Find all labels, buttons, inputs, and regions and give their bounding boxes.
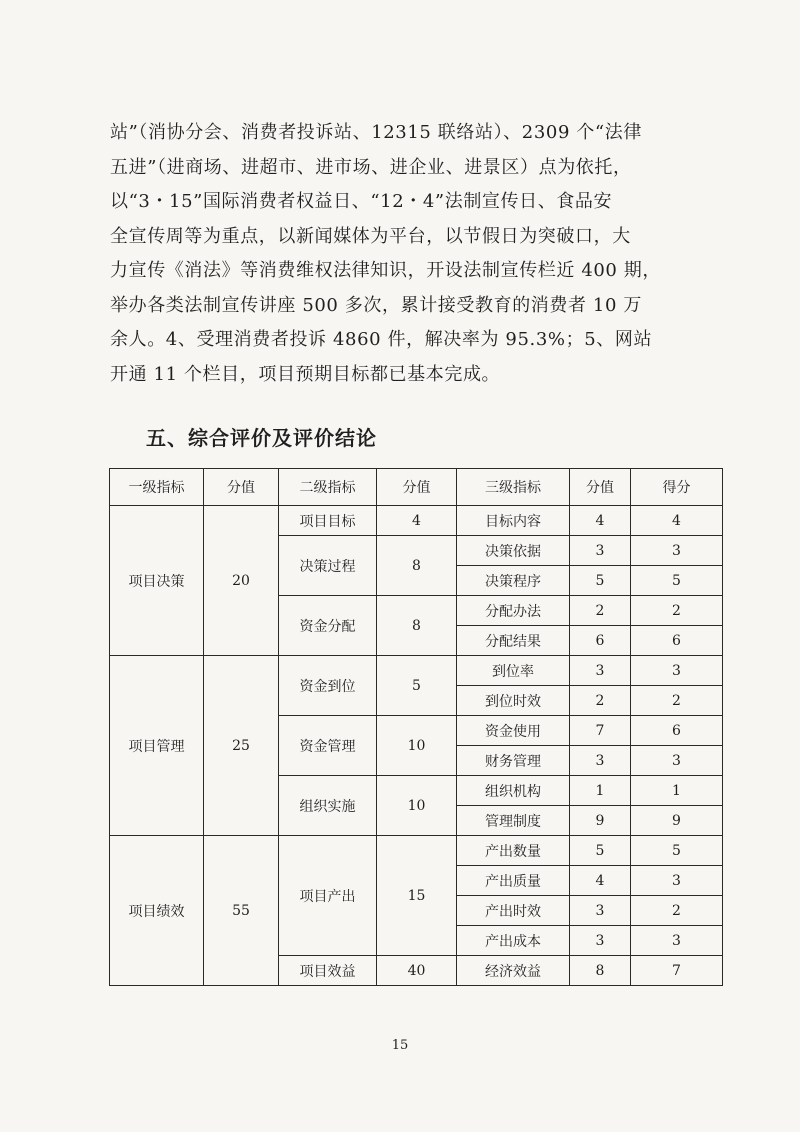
header-level2: 二级指标	[279, 469, 377, 506]
level1-score: 25	[204, 656, 279, 836]
table-header-row	[110, 469, 723, 506]
got-score: 2	[631, 596, 723, 626]
evaluation-table	[109, 468, 723, 986]
level3-name: 决策依据	[457, 536, 570, 566]
level3-score: 6	[570, 626, 631, 656]
level3-score: 9	[570, 806, 631, 836]
level2-name: 项目目标	[279, 506, 377, 536]
paragraph-line: 站”（消协分会、消费者投诉站、12315 联络站）、2309 个“法律	[110, 122, 642, 143]
level3-score: 3	[570, 656, 631, 686]
level2-score: 8	[377, 536, 457, 596]
level3-score: 3	[570, 926, 631, 956]
level3-name: 到位时效	[457, 686, 570, 716]
level2-name: 组织实施	[279, 776, 377, 836]
table-row	[110, 506, 723, 536]
table-row	[110, 836, 723, 866]
got-score: 1	[631, 776, 723, 806]
level3-score: 8	[570, 956, 631, 986]
body-paragraph	[110, 116, 710, 392]
level2-name: 项目效益	[279, 956, 377, 986]
level3-score: 2	[570, 686, 631, 716]
level3-score: 4	[570, 506, 631, 536]
got-score: 3	[631, 866, 723, 896]
level3-name: 财务管理	[457, 746, 570, 776]
level3-name: 决策程序	[457, 566, 570, 596]
paragraph-line: 五进”（进商场、进超市、进市场、进企业、进景区）点为依托，	[110, 156, 632, 178]
level3-name: 组织机构	[457, 776, 570, 806]
header-level1-score: 分值	[204, 469, 279, 506]
header-level2-score: 分值	[377, 469, 457, 506]
level3-name: 管理制度	[457, 806, 570, 836]
got-score: 2	[631, 896, 723, 926]
level3-score: 3	[570, 536, 631, 566]
header-level1: 一级指标	[110, 469, 204, 506]
level3-score: 1	[570, 776, 631, 806]
got-score: 5	[631, 566, 723, 596]
paragraph-line: 举办各类法制宣传讲座 500 多次，累计接受教育的消费者 10 万	[110, 294, 642, 316]
level3-name: 产出数量	[457, 836, 570, 866]
got-score: 2	[631, 686, 723, 716]
level2-score: 15	[377, 836, 457, 956]
level3-score: 3	[570, 746, 631, 776]
level3-name: 经济效益	[457, 956, 570, 986]
level1-score: 55	[204, 836, 279, 986]
level1-name: 项目绩效	[110, 836, 204, 986]
header-level3-score: 分值	[570, 469, 631, 506]
paragraph-line: 力宣传《消法》等消费维权法律知识，开设法制宣传栏近 400 期，	[110, 260, 661, 281]
level1-score: 20	[204, 506, 279, 656]
section-heading: 五、综合评价及评价结论	[146, 426, 377, 450]
paragraph-line: 以“3・15”国际消费者权益日、“12・4”法制宣传日、食品安	[110, 191, 613, 212]
level2-score: 5	[377, 656, 457, 716]
level2-score: 4	[377, 506, 457, 536]
level2-score: 10	[377, 776, 457, 836]
paragraph-line: 余人。4、受理消费者投诉 4860 件，解决率为 95.3%；5、网站	[110, 329, 653, 350]
level2-name: 资金管理	[279, 716, 377, 776]
got-score: 3	[631, 926, 723, 956]
level2-score: 40	[377, 956, 457, 986]
level2-name: 资金到位	[279, 656, 377, 716]
table-row	[110, 656, 723, 686]
page-number: 15	[391, 1038, 409, 1053]
got-score: 6	[631, 626, 723, 656]
header-level3: 三级指标	[457, 469, 570, 506]
level2-name: 资金分配	[279, 596, 377, 656]
got-score: 3	[631, 536, 723, 566]
level3-name: 目标内容	[457, 506, 570, 536]
level3-score: 3	[570, 896, 631, 926]
level3-score: 7	[570, 716, 631, 746]
level2-score: 10	[377, 716, 457, 776]
paragraph-line: 开通 11 个栏目，项目预期目标都已基本完成。	[110, 363, 501, 385]
level2-name: 项目产出	[279, 836, 377, 956]
level3-name: 分配结果	[457, 626, 570, 656]
level3-name: 产出时效	[457, 896, 570, 926]
level1-name: 项目决策	[110, 506, 204, 656]
level3-name: 分配办法	[457, 596, 570, 626]
level3-name: 产出质量	[457, 866, 570, 896]
got-score: 9	[631, 806, 723, 836]
got-score: 3	[631, 656, 723, 686]
level2-score: 8	[377, 596, 457, 656]
level3-name: 到位率	[457, 656, 570, 686]
got-score: 5	[631, 836, 723, 866]
level3-score: 4	[570, 866, 631, 896]
paragraph-line: 全宣传周等为重点，以新闻媒体为平台，以节假日为突破口，大	[110, 225, 631, 247]
header-got-score: 得分	[631, 469, 723, 506]
got-score: 6	[631, 716, 723, 746]
level3-score: 2	[570, 596, 631, 626]
level3-score: 5	[570, 836, 631, 866]
level3-name: 资金使用	[457, 716, 570, 746]
level3-score: 5	[570, 566, 631, 596]
level3-name: 产出成本	[457, 926, 570, 956]
got-score: 3	[631, 746, 723, 776]
got-score: 7	[631, 956, 723, 986]
level1-name: 项目管理	[110, 656, 204, 836]
got-score: 4	[631, 506, 723, 536]
level2-name: 决策过程	[279, 536, 377, 596]
